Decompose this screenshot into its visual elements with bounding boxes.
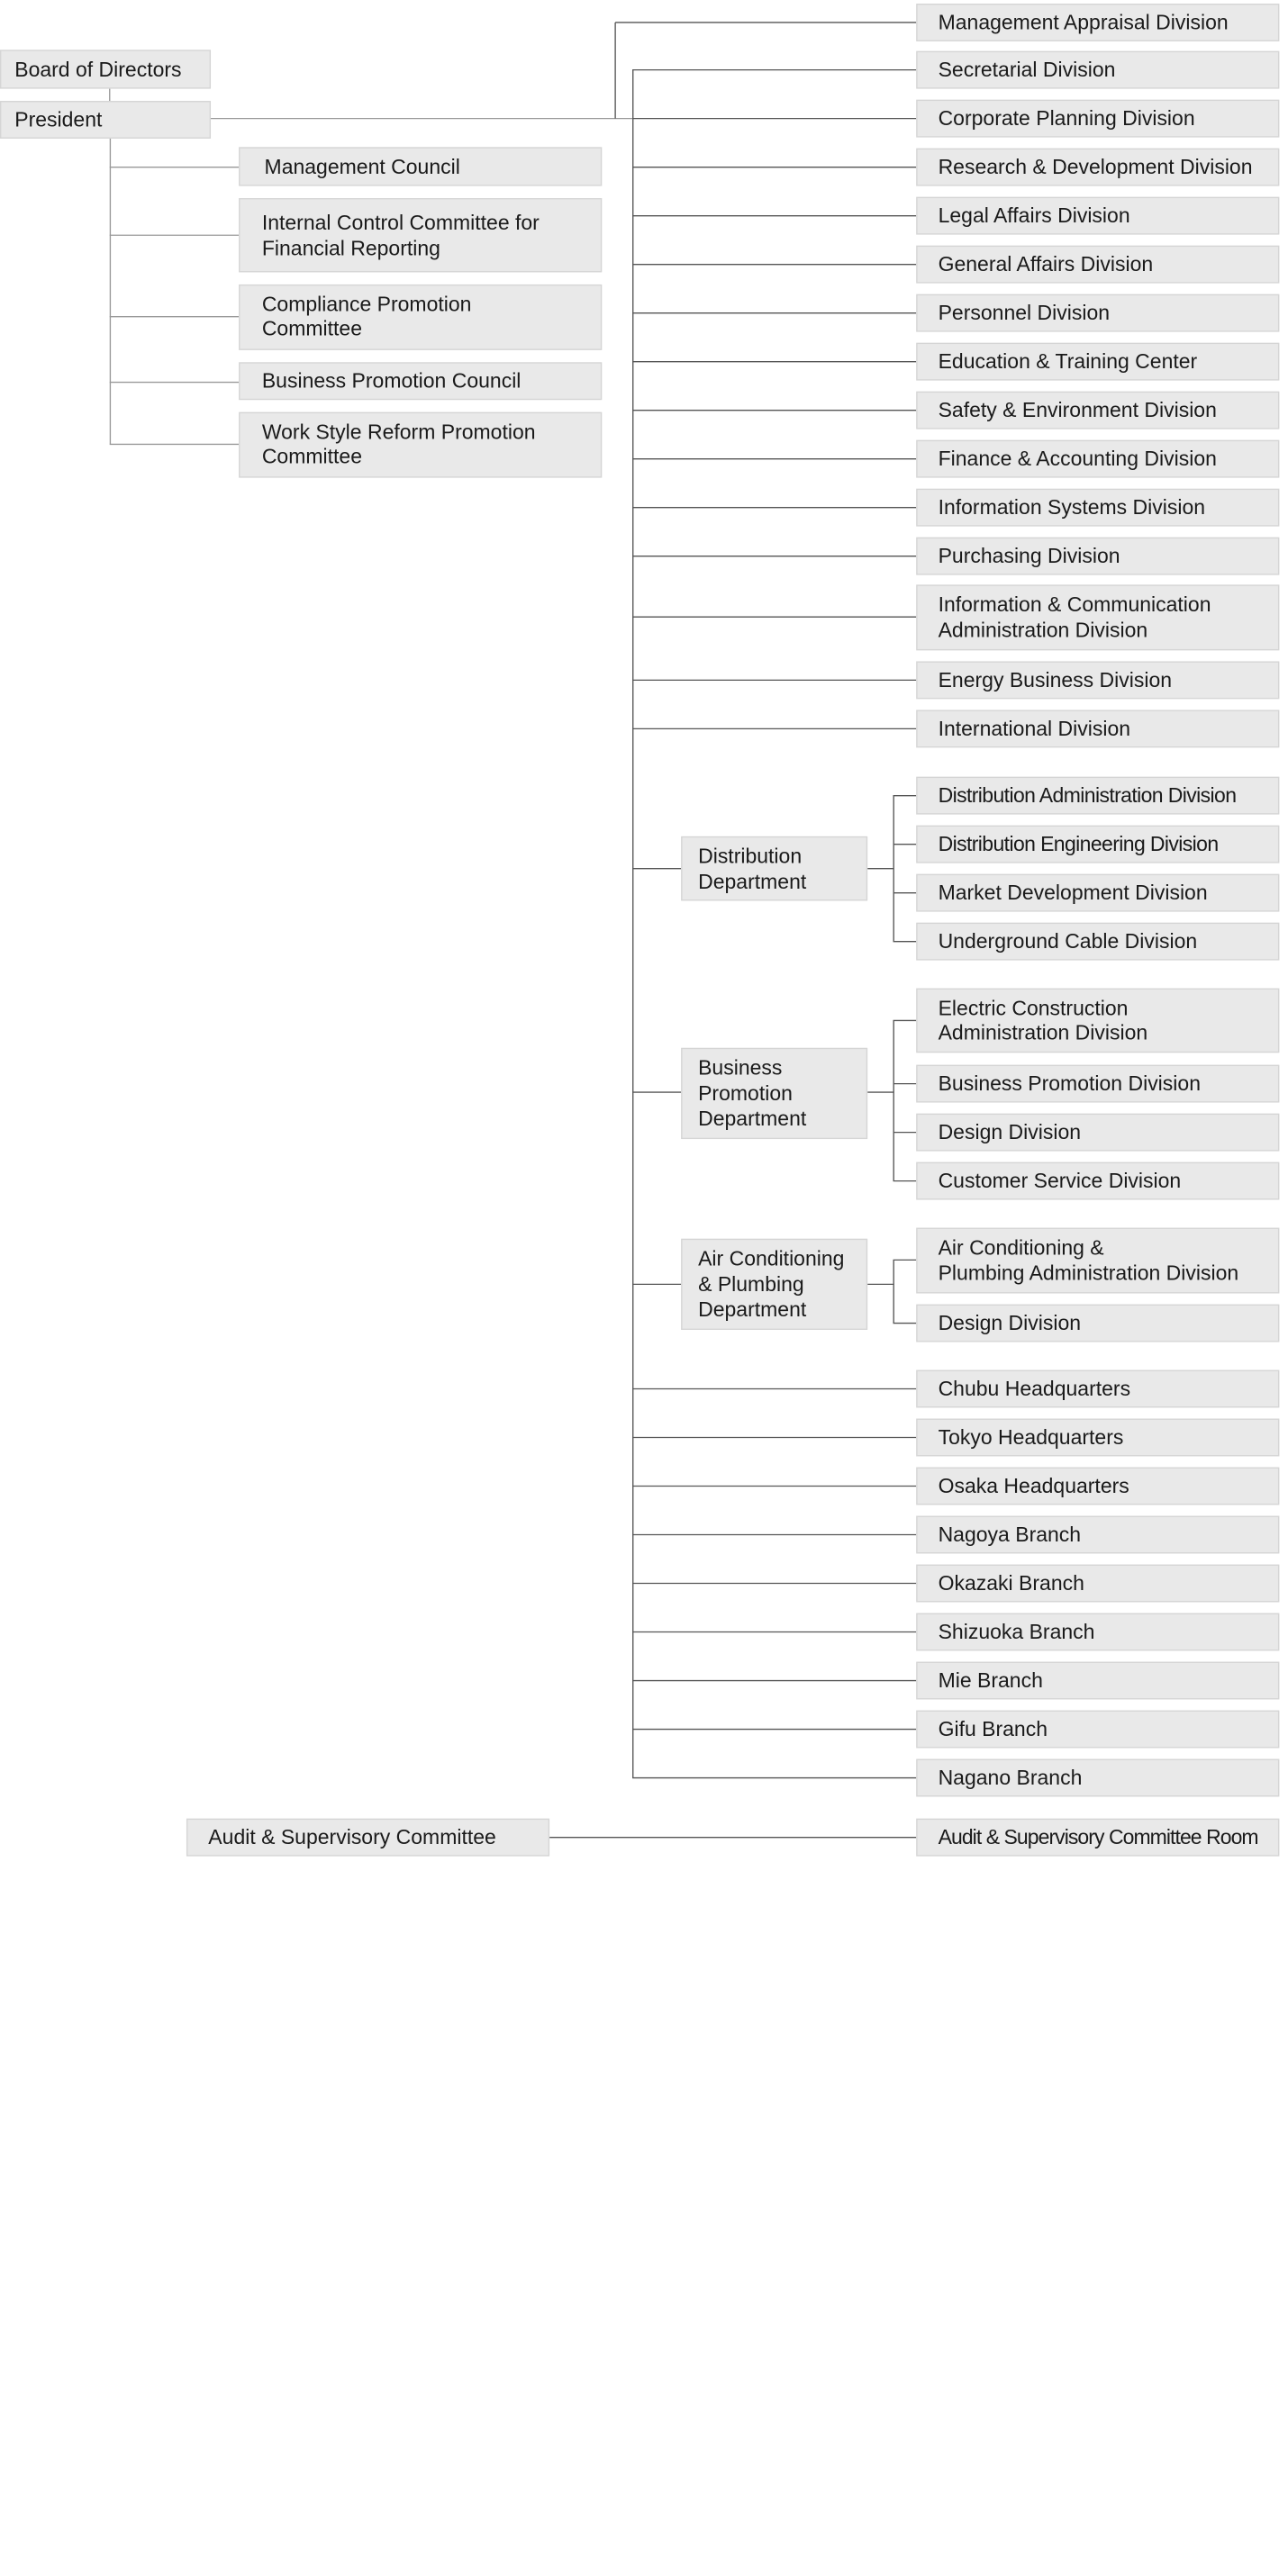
council-box: Management Council (239, 147, 602, 185)
division-box: Corporate Planning Division (916, 100, 1279, 138)
division-box: Research & Development Division (916, 149, 1279, 186)
department-division-box: Air Conditioning & Plumbing Administration Division (916, 1228, 1279, 1294)
division-box: Energy Business Division (916, 661, 1279, 699)
division-box: Safety & Environment Division (916, 392, 1279, 429)
division-box: Education & Training Center (916, 343, 1279, 381)
department-box: Business Promotion Department (681, 1048, 867, 1139)
council-box: Business Promotion Council (239, 362, 602, 400)
division-box: Purchasing Division (916, 538, 1279, 575)
audit-committee-box: Audit & Supervisory Committee (186, 1819, 549, 1857)
council-box: Compliance Promotion Committee (239, 285, 602, 350)
branch-box: Shizuoka Branch (916, 1613, 1279, 1651)
division-box: Information & Communication Administration Division (916, 584, 1279, 650)
branch-box: Nagoya Branch (916, 1516, 1279, 1554)
council-box: Work Style Reform Promotion Committee (239, 412, 602, 478)
department-division-box: Business Promotion Division (916, 1065, 1279, 1103)
department-division-box: Customer Service Division (916, 1162, 1279, 1200)
division-box: Management Appraisal Division (916, 4, 1279, 41)
president-box: President (0, 101, 211, 139)
department-division-box: Distribution Engineering Division (916, 826, 1279, 863)
branch-box: Chubu Headquarters (916, 1370, 1279, 1408)
department-division-box: Distribution Administration Division (916, 777, 1279, 815)
department-division-box: Electric Construction Administration Division (916, 989, 1279, 1053)
audit-committee-room-box: Audit & Supervisory Committee Room (916, 1819, 1279, 1857)
branch-box: Tokyo Headquarters (916, 1419, 1279, 1457)
department-division-box: Market Development Division (916, 874, 1279, 912)
department-box: Air Conditioning & Plumbing Department (681, 1239, 867, 1330)
council-box: Internal Control Committee for Financial Reporting (239, 198, 602, 272)
department-division-box: Design Division (916, 1114, 1279, 1152)
division-box: Finance & Accounting Division (916, 440, 1279, 478)
division-box: Secretarial Division (916, 51, 1279, 89)
division-box: Information Systems Division (916, 489, 1279, 527)
department-box: Distribution Department (681, 836, 867, 901)
branch-box: Osaka Headquarters (916, 1468, 1279, 1505)
board-of-directors-box: Board of Directors (0, 50, 211, 88)
department-division-box: Design Division (916, 1305, 1279, 1342)
branch-box: Okazaki Branch (916, 1565, 1279, 1603)
division-box: Legal Affairs Division (916, 197, 1279, 235)
division-box: International Division (916, 710, 1279, 747)
branch-box: Mie Branch (916, 1662, 1279, 1700)
division-box: Personnel Division (916, 294, 1279, 332)
branch-box: Gifu Branch (916, 1711, 1279, 1749)
department-division-box: Underground Cable Division (916, 923, 1279, 961)
branch-box: Nagano Branch (916, 1759, 1279, 1797)
division-box: General Affairs Division (916, 246, 1279, 284)
